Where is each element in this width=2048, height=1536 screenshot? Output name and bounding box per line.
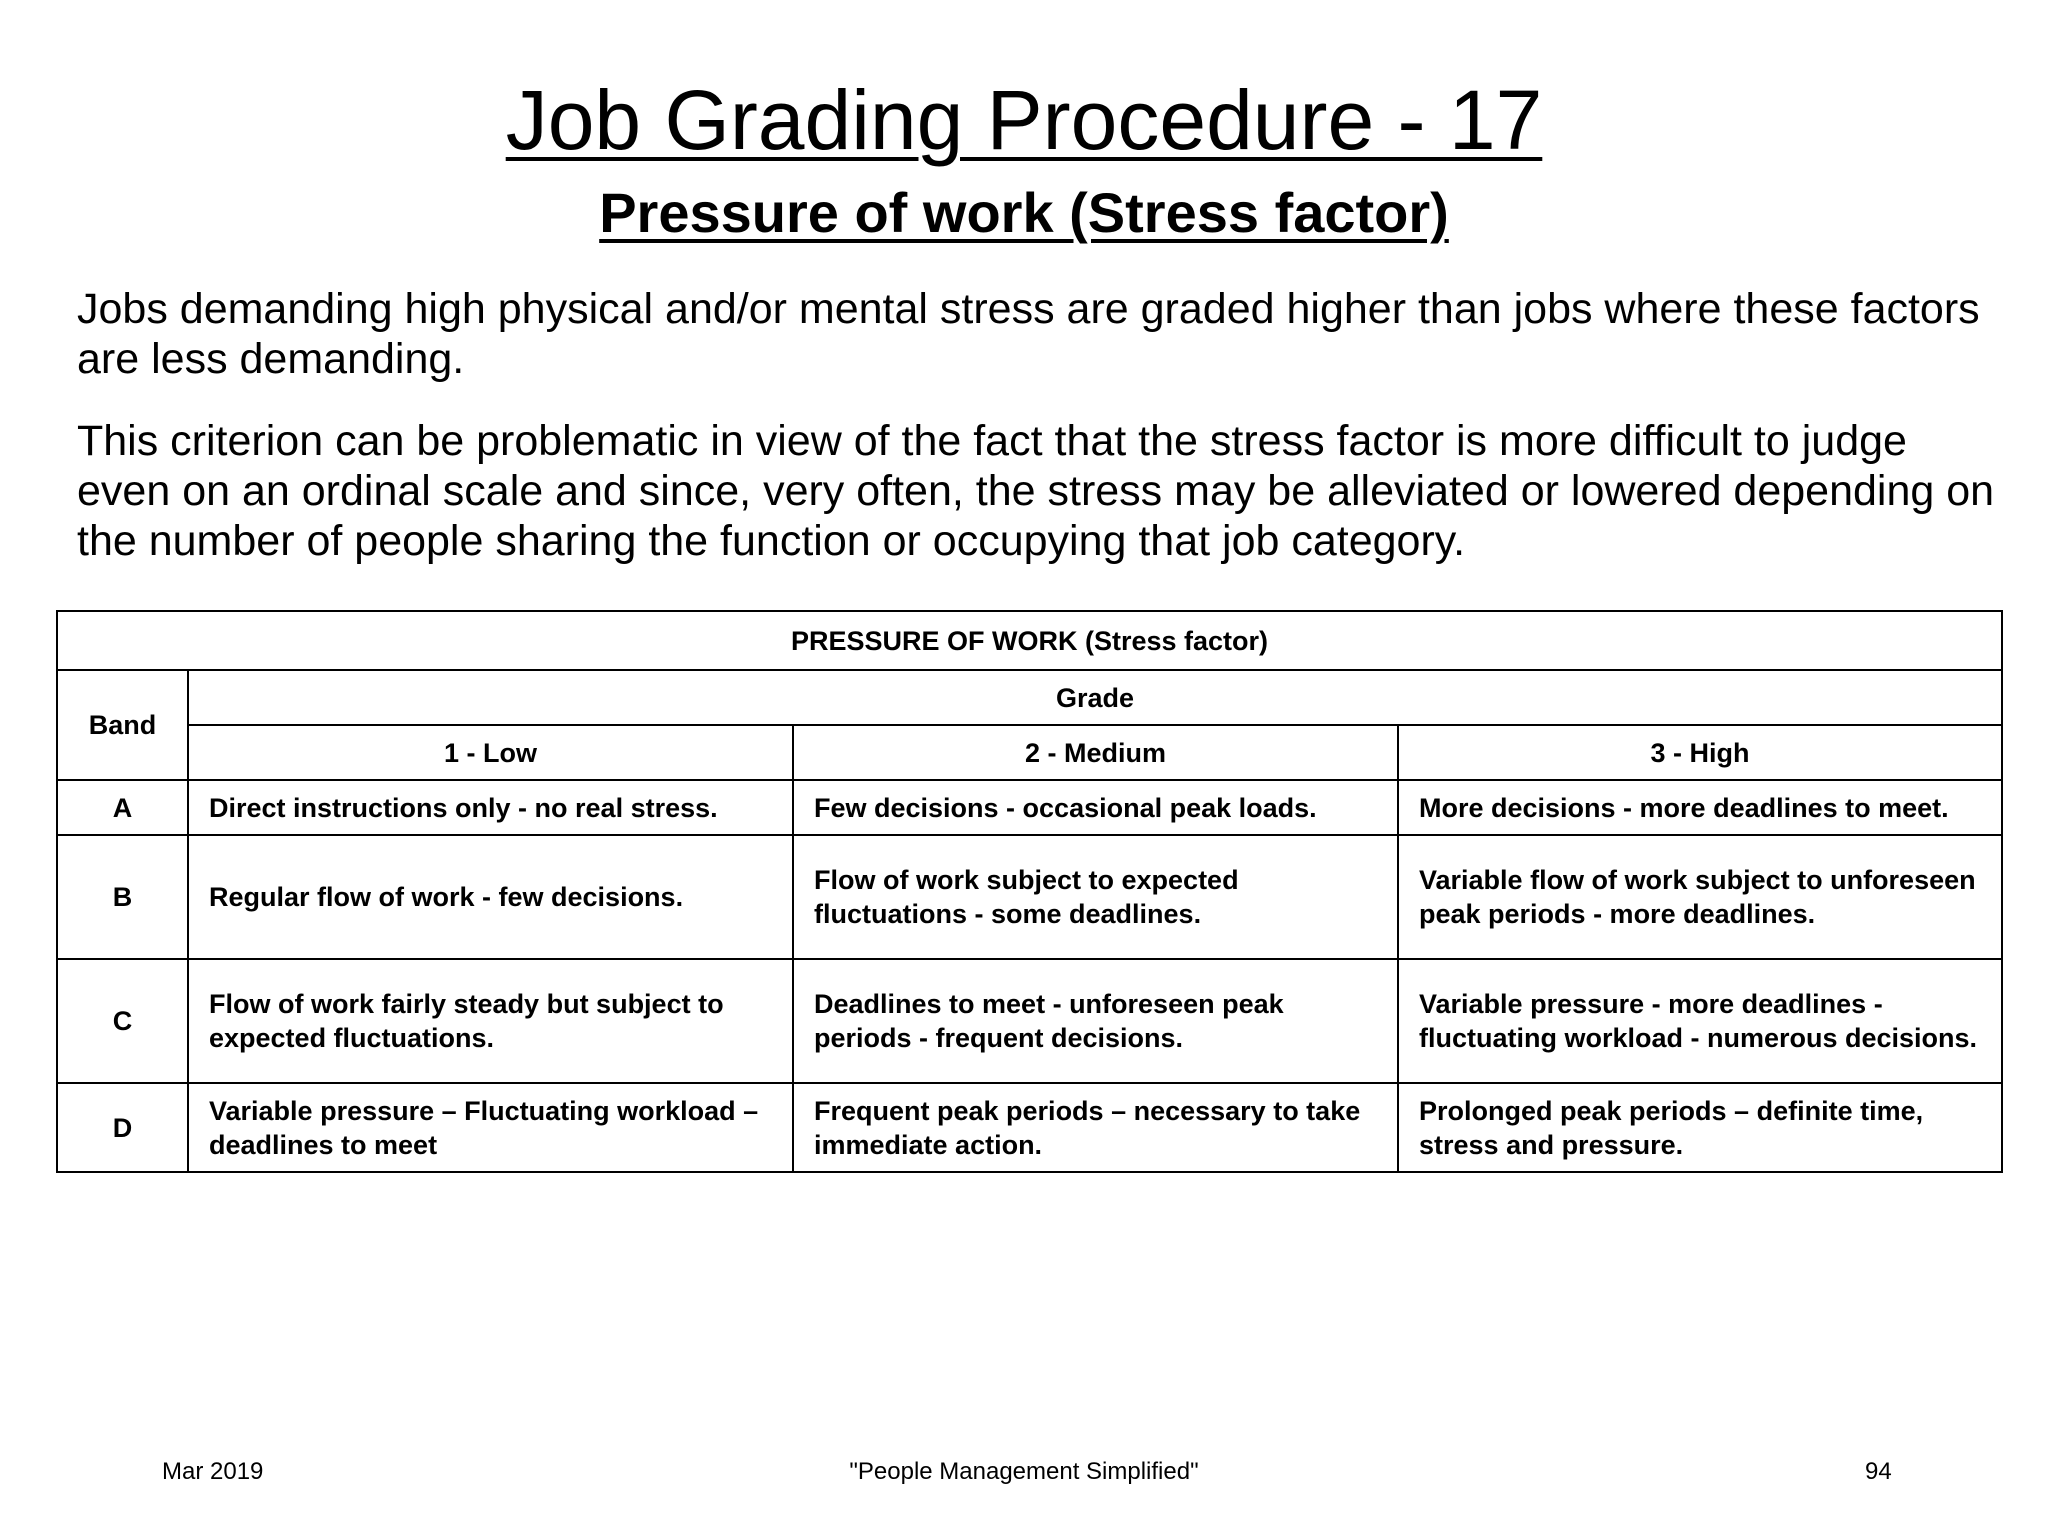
table-cell-low: Variable pressure – Fluctuating workload – deadlines to meet (188, 1083, 793, 1172)
slide-title-text: Job Grading Procedure - 17 (505, 73, 1543, 167)
table-cell-medium: Deadlines to meet - unforeseen peak periods - frequent decisions. (793, 959, 1398, 1083)
footer-date: Mar 2019 (162, 1458, 264, 1485)
table-row (57, 1083, 2002, 1172)
band-label: C (57, 959, 188, 1083)
band-label: B (57, 835, 188, 959)
table-cell-medium: Flow of work subject to expected fluctuations - some deadlines. (793, 835, 1398, 959)
table-cell-high: Variable pressure - more deadlines - fluctuating workload - numerous decisions. (1398, 959, 2002, 1083)
footer-title: "People Management Simplified" (849, 1458, 1199, 1485)
table-cell-low: Regular flow of work - few decisions. (188, 835, 793, 959)
table-row (57, 959, 2002, 1083)
criterion-paragraph: This criterion can be problematic in view of the fact that the stress factor is more difficult to judge even on an ordinal scale and since, very often, the stress may be alleviated or lowered depending on the number of people sharing the function or occupying that job category. (77, 417, 1995, 565)
slide-subtitle-text: Pressure of work (Stress factor) (599, 181, 1449, 244)
column-header-medium: 2 - Medium (793, 725, 1398, 780)
table-cell-high: Prolonged peak periods – definite time, stress and pressure. (1398, 1083, 2002, 1172)
grade-header: Grade (188, 670, 2002, 725)
table-cell-medium: Few decisions - occasional peak loads. (793, 780, 1398, 835)
table-cell-medium: Frequent peak periods – necessary to take immediate action. (793, 1083, 1398, 1172)
table-cell-high: More decisions - more deadlines to meet. (1398, 780, 2002, 835)
stress-factor-table (56, 610, 2003, 1173)
table-cell-low: Flow of work fairly steady but subject to expected fluctuations. (188, 959, 793, 1083)
band-label: A (57, 780, 188, 835)
table-title: PRESSURE OF WORK (Stress factor) (57, 611, 2002, 670)
table-cell-low: Direct instructions only - no real stress. (188, 780, 793, 835)
band-label: D (57, 1083, 188, 1172)
table-cell-high: Variable flow of work subject to unforeseen peak periods - more deadlines. (1398, 835, 2002, 959)
table-row (57, 835, 2002, 959)
table-row (57, 780, 2002, 835)
slide-title (0, 72, 2048, 168)
intro-paragraph: Jobs demanding high physical and/or mental stress are graded higher than jobs where these factors are less demanding. (77, 285, 1980, 383)
slide-subtitle (0, 180, 2048, 246)
column-header-low: 1 - Low (188, 725, 793, 780)
column-header-high: 3 - High (1398, 725, 2002, 780)
band-column-header: Band (57, 670, 188, 780)
page-number: 94 (1865, 1458, 1892, 1485)
